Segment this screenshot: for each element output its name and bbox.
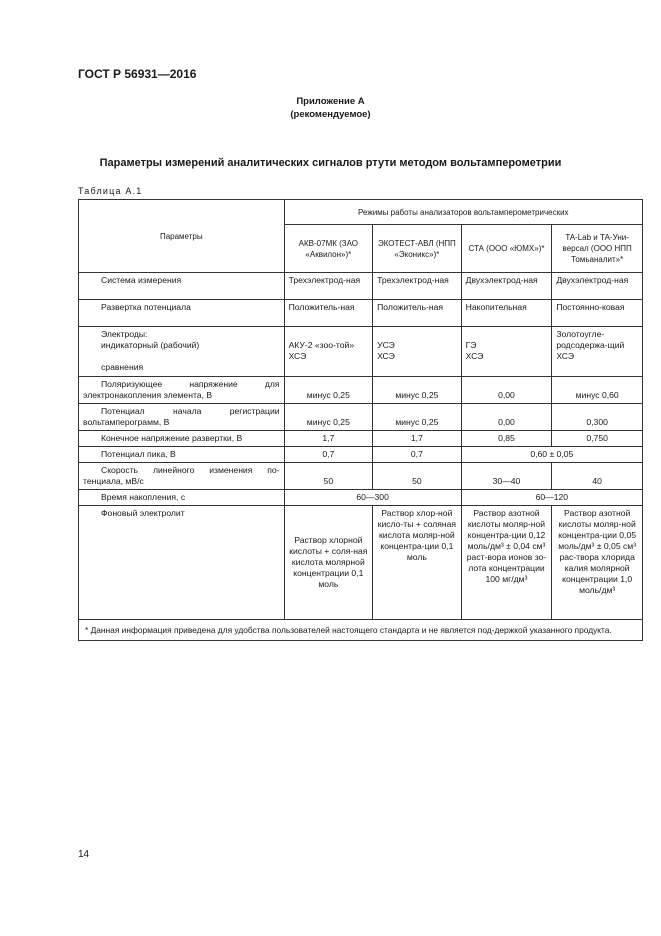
cell-value: Раствор хлор-ной кисло-ты + соляная кислота моляр-ной концентра-ции 0,1 моль [373,506,462,620]
row-label-accumulation: Время накопления, с [79,490,285,506]
table-row [79,506,643,620]
row-label-polarizing [79,377,285,404]
header-analyzer-1: АКВ-07МК (ЗАО «Аквилон»)* [284,225,373,273]
cell-value: 50 [373,463,462,490]
table-caption: Таблица А.1 [78,186,143,196]
cell-value: 0,00 [461,404,552,431]
cell-value [373,327,462,377]
cell-value [552,327,643,377]
cell-value: Двухэлектрод-ная [461,273,552,300]
cell-value: 30—40 [461,463,552,490]
cell-value: Постоянно-ковая [552,300,643,327]
cell-value: 0,7 [284,447,373,463]
parameters-table [78,199,643,641]
cell-value: минус 0,25 [373,404,462,431]
polarizing-label-line2: электронакопления элемента, В [83,390,213,400]
table-row [79,377,643,404]
cell-value: Трехэлектрод-ная [284,273,373,300]
electrode-indicator-value: ГЭ [465,340,477,350]
cell-value: 60—120 [461,490,642,506]
row-label-electrodes [79,327,285,377]
cell-value: Раствор азотной кислоты моляр-ной концентра-ции 0,05 моль/дм³ ± 0,05 см³ рас-твора хлорида калия молярной концентрации 1,0 моль/дм³ [552,506,643,620]
electrode-indicator-value: УСЭ [377,340,395,350]
cell-value: 0,300 [552,404,643,431]
electrode-reference-value: ХСЭ [465,351,484,361]
row-label-rate [79,463,285,490]
start-label-line1: Потенциал начала регистрации [101,406,280,416]
electrodes-indicator-label: индикаторный (рабочий) [101,340,200,350]
cell-value [284,327,373,377]
header-analyzer-3: СТА (ООО «ЮМХ»)* [461,225,552,273]
cell-value: 0,60 ± 0,05 [461,447,642,463]
table-row [79,490,643,506]
cell-value: 0,85 [461,431,552,447]
row-label-peak: Потенциал пика, В [79,447,285,463]
row-label-final-voltage: Конечное напряжение развертки, В [79,431,285,447]
row-label-system: Система измерения [79,273,285,300]
rate-label-line2: тенциала, мВ/с [83,476,144,486]
header-parameters: Параметры [79,200,285,273]
electrode-indicator-value: АКУ-2 «зоо-той» [288,340,355,350]
header-modes: Режимы работы анализаторов вольтамперометрических [284,200,642,225]
cell-value: 1,7 [373,431,462,447]
electrode-reference-value: ХСЭ [556,351,575,361]
electrodes-reference-label: сравнения [101,362,144,372]
appendix-label: Приложение А [296,96,365,107]
cell-value: 40 [552,463,643,490]
table-header-row [79,200,643,225]
cell-value: минус 0,25 [373,377,462,404]
electrode-reference-value: ХСЭ [377,351,395,361]
table-row [79,300,643,327]
table-row [79,431,643,447]
table-row [79,273,643,300]
cell-value: минус 0,60 [552,377,643,404]
cell-value: Трехэлектрод-ная [373,273,462,300]
cell-value: Раствор азотной кислоты моляр-ной концентра-ции 0,12 моль/дм³ ± 0,04 см³ раст-вора ионов зо-лота концентрации 100 мг/дм³ [461,506,552,620]
footnote-row [79,620,643,641]
polarizing-label-line1: Поляризующее напряжение для [101,379,280,389]
start-label-line2: вольтамперограмм, В [83,417,170,427]
appendix-status: (рекомендуемое) [290,109,371,120]
row-label-background: Фоновый электролит [79,506,285,620]
electrode-reference-value: ХСЭ [288,351,307,361]
table-row [79,327,643,377]
page-number: 14 [78,849,90,860]
cell-value [461,327,552,377]
header-analyzer-2: ЭКОТЕСТ-АВЛ (НПП «Эконикс»)* [373,225,462,273]
cell-value: 0,750 [552,431,643,447]
table-row [79,404,643,431]
table-row [79,447,643,463]
cell-value: 50 [284,463,373,490]
cell-value: Положитель-ная [284,300,373,327]
document-title: Параметры измерений аналитических сигналов ртути методом вольтамперометрии [99,157,562,169]
cell-value: Накопительная [461,300,552,327]
cell-value: минус 0,25 [284,377,373,404]
appendix-heading [0,95,661,121]
cell-value: 0,7 [373,447,462,463]
row-label-start-potential [79,404,285,431]
cell-value: минус 0,25 [284,404,373,431]
cell-value: 1,7 [284,431,373,447]
table-footnote: * Данная информация приведена для удобства пользователей настоящего стандарта и не является под-держкой указанного продукта. [79,620,643,641]
rate-label-line1: Скорость линейного изменения по- [101,465,280,475]
table-row [79,463,643,490]
row-label-sweep: Развертка потенциала [79,300,285,327]
header-analyzer-4: TA-Lab и ТА-Уни-версал (ООО НПП Томьаналит»* [552,225,643,273]
cell-value: Двухэлектрод-ная [552,273,643,300]
cell-value: Положитель-ная [373,300,462,327]
cell-value: 0,00 [461,377,552,404]
cell-value: 60—300 [284,490,461,506]
cell-value: Раствор хлорной кислоты + соля-ная кислота молярной концентрации 0,1 моль [284,506,373,620]
electrodes-label: Электроды: [101,329,148,339]
electrode-indicator-value: Золотоугле-родсодержа-щий [556,329,625,350]
standard-number: ГОСТ Р 56931—2016 [78,67,197,81]
